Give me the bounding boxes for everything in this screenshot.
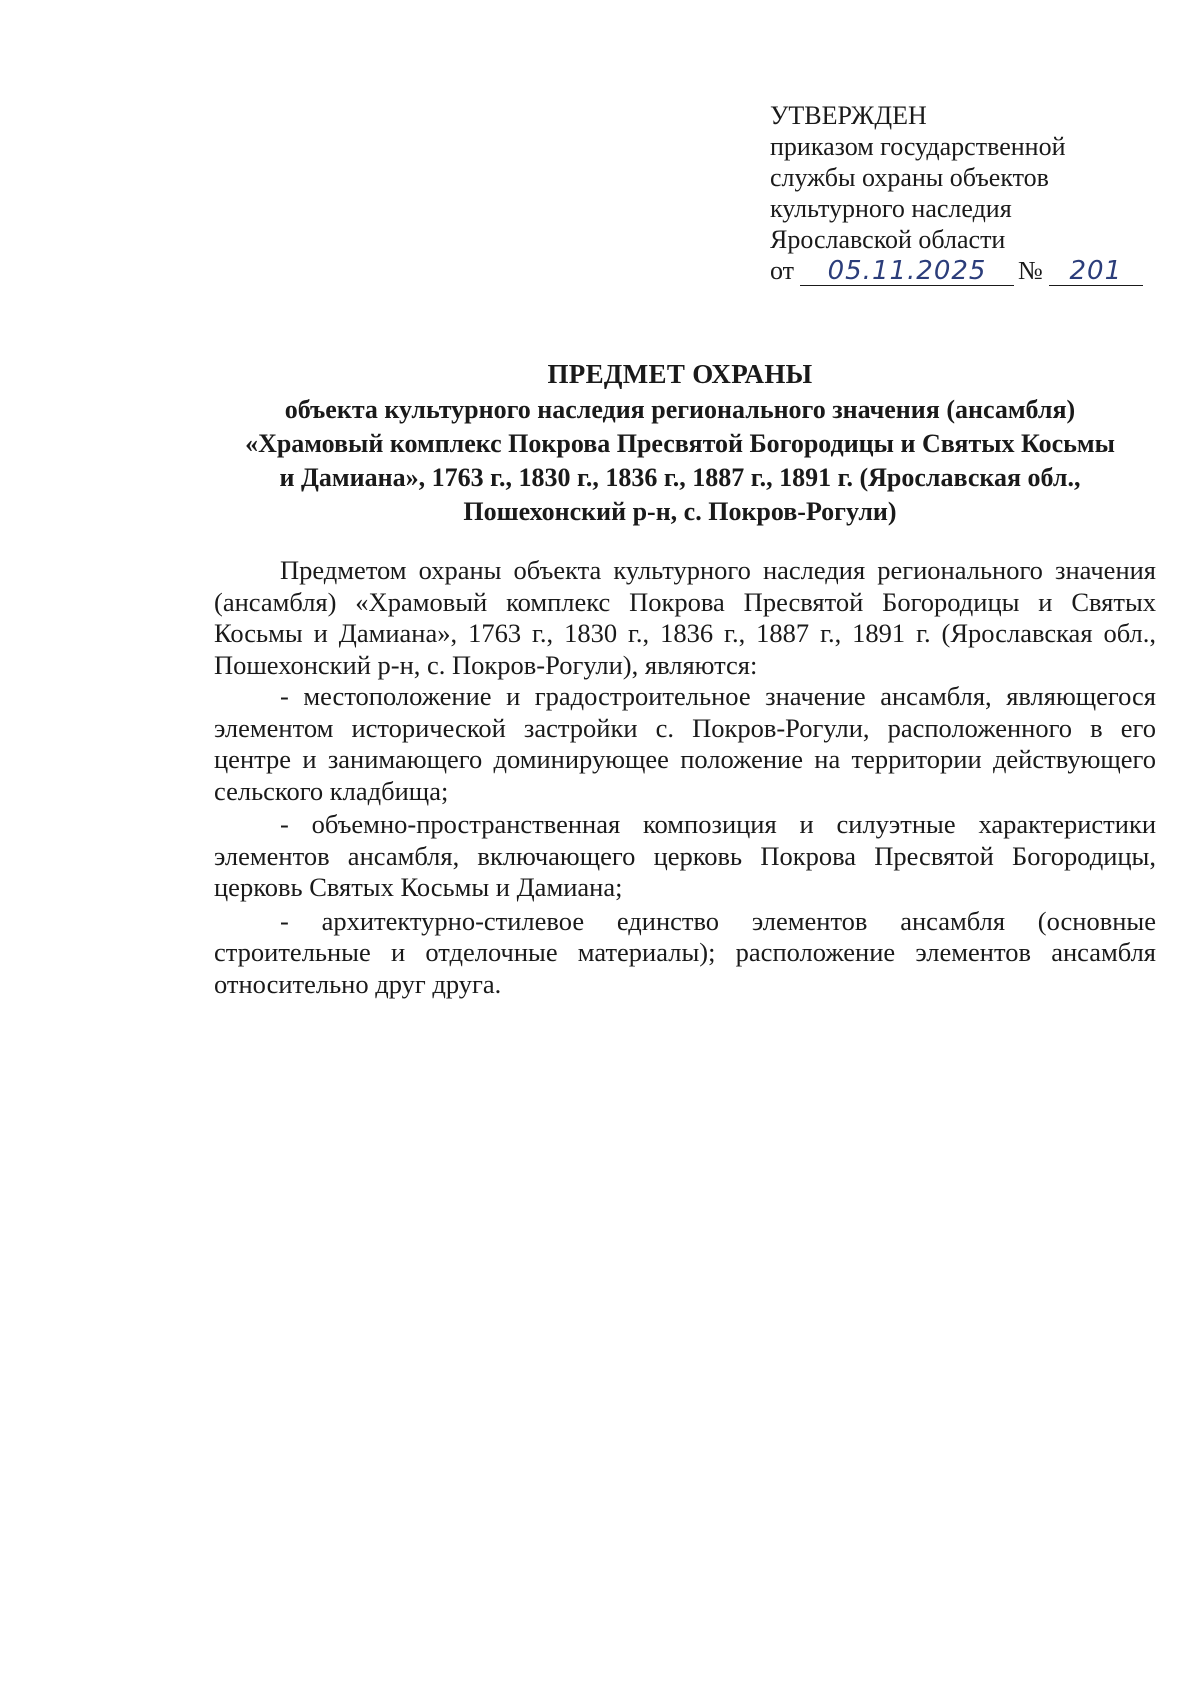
protection-subject-list xyxy=(214,681,1156,1000)
title-subline: Пошехонский р-н, с. Покров-Рогули) xyxy=(463,497,897,526)
list-item: - архитектурно-стилевое единство элементов ансамбля (основные строительные и отделочные материалы); расположение элементов ансамбля относительно друг друга. xyxy=(214,905,1156,999)
order-date-number-line xyxy=(770,255,1170,286)
date-prefix: от xyxy=(770,256,795,285)
number-sign: № xyxy=(1018,256,1043,285)
document-title-block xyxy=(180,357,1180,529)
list-item: - местоположение и градостроительное значение ансамбля, являющегося элементом исторической застройки с. Покров-Рогули, расположенного в его центре и занимающего доминирующее положение на территории действующего сельского кладбища; xyxy=(214,681,1156,806)
title-subline: и Дамиана», 1763 г., 1830 г., 1836 г., 1887 г., 1891 г. (Ярославская обл., xyxy=(279,463,1081,492)
approval-line: службы охраны объектов xyxy=(770,163,1049,192)
document-title: ПРЕДМЕТ ОХРАНЫ xyxy=(547,359,813,389)
body-intro-paragraph: Предметом охраны объекта культурного наследия регионального значения (ансамбля) «Храмовый комплекс Покрова Пресвятой Богородицы и Святых Косьмы и Дамиана», 1763 г., 1830 г., 1836 г., 1887 г., 1891 г. (Ярославская обл., Пошехонский р-н, с. Покров-Рогули), являются: xyxy=(214,555,1156,680)
list-item: - объемно-пространственная композиция и силуэтные характеристики элементов ансамбля, включающего церковь Покрова Пресвятой Богородицы, церковь Святых Косьмы и Дамиана; xyxy=(214,809,1156,902)
title-subline: объекта культурного наследия регионального значения (ансамбля) xyxy=(284,395,1076,424)
handwritten-order-date: 05.11.2025 xyxy=(800,257,1014,286)
approval-heading: УТВЕРЖДЕН xyxy=(770,101,927,130)
approval-stamp-block xyxy=(770,100,1170,286)
document-body xyxy=(214,555,1156,1002)
title-subline: «Храмовый комплекс Покрова Пресвятой Богородицы и Святых Косьмы xyxy=(245,429,1115,458)
approval-line: приказом государственной xyxy=(770,132,1066,161)
approval-line: Ярославской области xyxy=(770,225,1006,254)
handwritten-order-number: 201 xyxy=(1049,257,1143,286)
approval-line: культурного наследия xyxy=(770,194,1012,223)
